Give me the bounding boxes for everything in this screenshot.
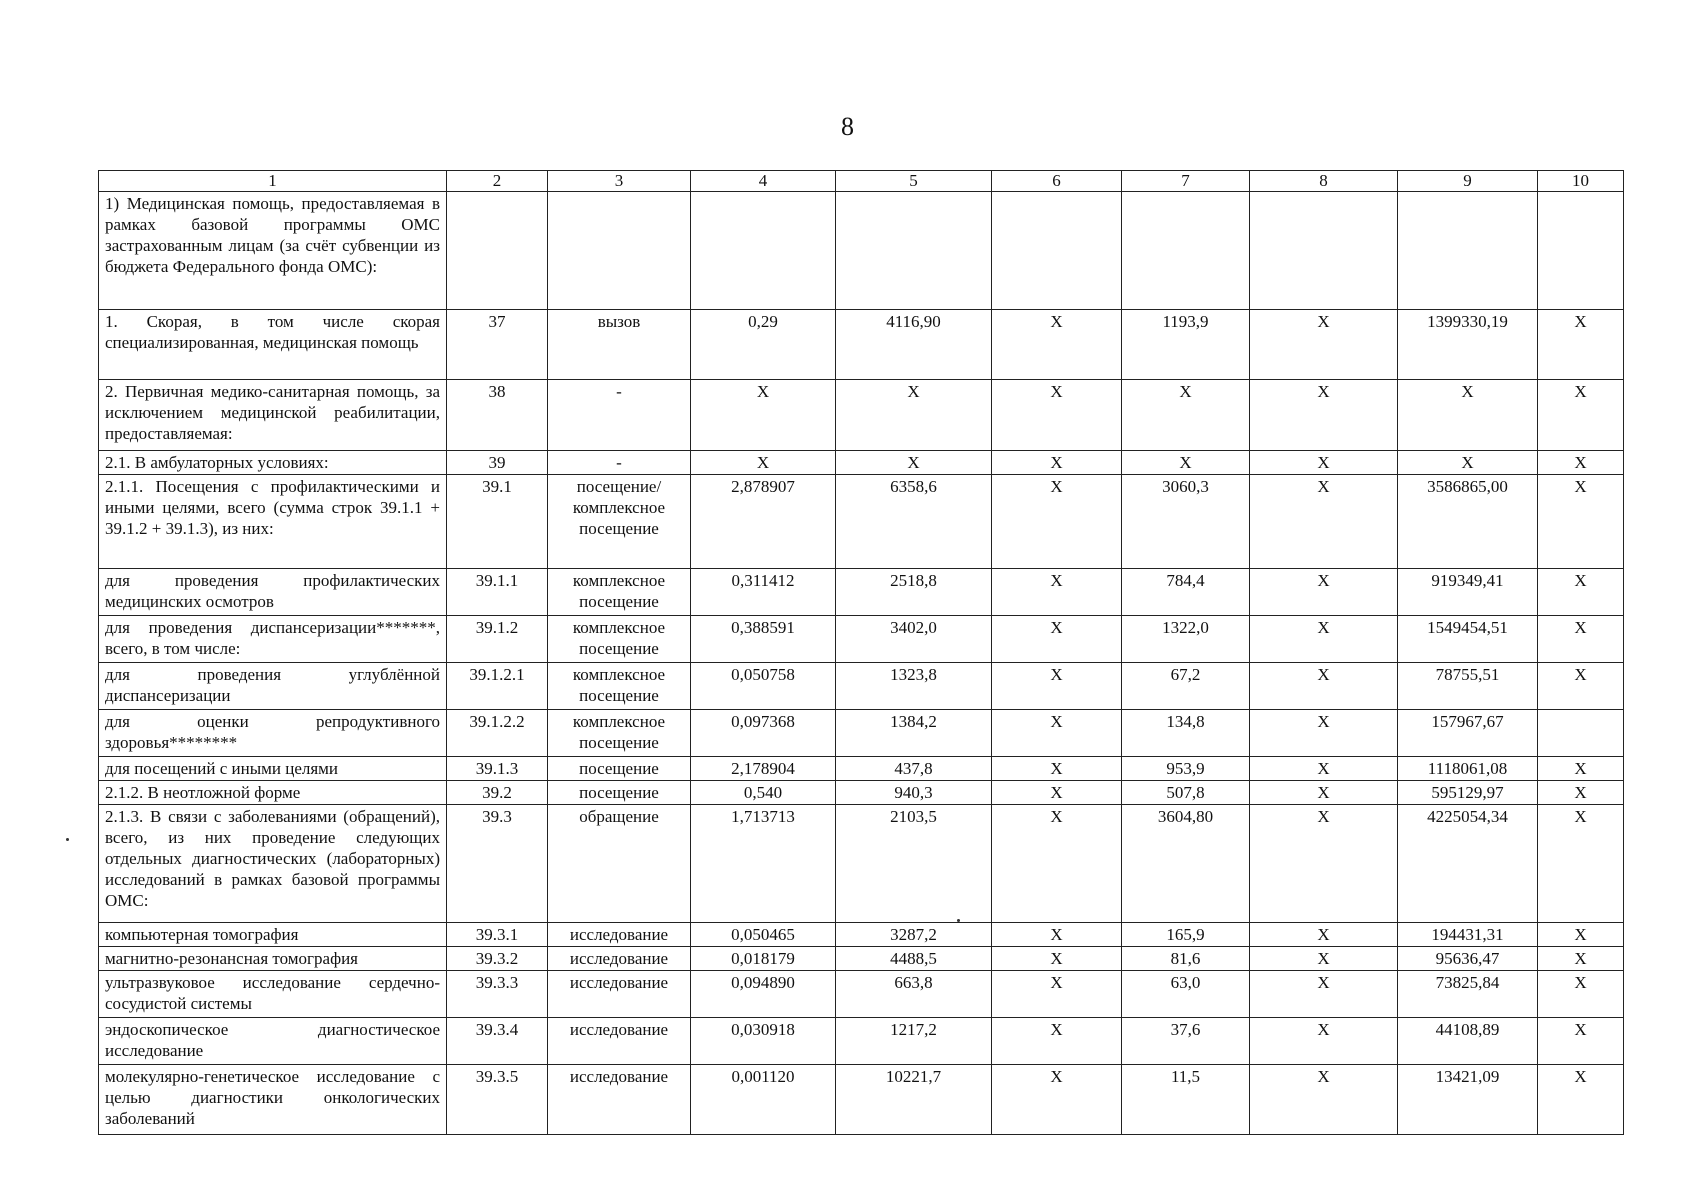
table-cell: 81,6 bbox=[1122, 947, 1250, 971]
table-row bbox=[99, 663, 1624, 710]
table-cell: Х bbox=[992, 971, 1122, 1018]
table-cell: Х bbox=[992, 710, 1122, 757]
table-cell: Х bbox=[992, 1018, 1122, 1065]
table-cell: 0,094890 bbox=[691, 971, 836, 1018]
row-number: 38 bbox=[447, 380, 548, 451]
table-cell: 157967,67 bbox=[1398, 710, 1538, 757]
row-number: 39.3.2 bbox=[447, 947, 548, 971]
row-description: для проведения углублённой диспансеризации bbox=[99, 663, 447, 710]
table-cell: 134,8 bbox=[1122, 710, 1250, 757]
table-cell: 2103,5 bbox=[836, 805, 992, 923]
row-description: 2.1. В амбулаторных условиях: bbox=[99, 451, 447, 475]
table-cell: Х bbox=[1250, 781, 1398, 805]
table-cell: 63,0 bbox=[1122, 971, 1250, 1018]
table-cell: Х bbox=[1250, 451, 1398, 475]
table-cell: 37,6 bbox=[1122, 1018, 1250, 1065]
table-cell: Х bbox=[1250, 710, 1398, 757]
table-cell: 1399330,19 bbox=[1398, 310, 1538, 380]
table-cell: Х bbox=[1538, 1065, 1624, 1135]
table-cell: Х bbox=[992, 757, 1122, 781]
row-unit: - bbox=[548, 380, 691, 451]
table-cell: Х bbox=[1122, 380, 1250, 451]
table-cell: 4116,90 bbox=[836, 310, 992, 380]
table-cell: 595129,97 bbox=[1398, 781, 1538, 805]
table-cell: Х bbox=[1250, 380, 1398, 451]
table-cell: 3586865,00 bbox=[1398, 475, 1538, 569]
row-number: 39.1.1 bbox=[447, 569, 548, 616]
table-cell: Х bbox=[1538, 475, 1624, 569]
table-cell: Х bbox=[691, 451, 836, 475]
table-cell: 0,001120 bbox=[691, 1065, 836, 1135]
table-cell: Х bbox=[992, 310, 1122, 380]
table-row bbox=[99, 947, 1624, 971]
row-description: для проведения профилактических медицинских осмотров bbox=[99, 569, 447, 616]
row-description: компьютерная томография bbox=[99, 923, 447, 947]
table-cell: 1118061,08 bbox=[1398, 757, 1538, 781]
row-description: 2. Первичная медико-санитарная помощь, за исключением медицинской реабилитации, предоставляемая: bbox=[99, 380, 447, 451]
table-cell: 44108,89 bbox=[1398, 1018, 1538, 1065]
row-unit: исследование bbox=[548, 1018, 691, 1065]
table-cell: 6358,6 bbox=[836, 475, 992, 569]
table-cell: 2,178904 bbox=[691, 757, 836, 781]
table-cell: Х bbox=[836, 451, 992, 475]
scan-speck bbox=[66, 838, 69, 841]
table-cell: 3287,2 bbox=[836, 923, 992, 947]
table-cell: 919349,41 bbox=[1398, 569, 1538, 616]
header-cell: 4 bbox=[691, 171, 836, 192]
table-cell: 0,050758 bbox=[691, 663, 836, 710]
table-cell: 0,29 bbox=[691, 310, 836, 380]
table-cell bbox=[836, 192, 992, 310]
table-cell: 0,311412 bbox=[691, 569, 836, 616]
row-description: магнитно-резонансная томография bbox=[99, 947, 447, 971]
table-cell: 3060,3 bbox=[1122, 475, 1250, 569]
row-number: 39 bbox=[447, 451, 548, 475]
row-number: 39.1.3 bbox=[447, 757, 548, 781]
row-unit: - bbox=[548, 451, 691, 475]
table-cell: Х bbox=[992, 380, 1122, 451]
table-cell: 0,050465 bbox=[691, 923, 836, 947]
table-cell: 2,878907 bbox=[691, 475, 836, 569]
table-cell: Х bbox=[1398, 451, 1538, 475]
table-cell: 0,540 bbox=[691, 781, 836, 805]
table-cell: Х bbox=[1250, 923, 1398, 947]
row-unit bbox=[548, 192, 691, 310]
table-cell: Х bbox=[1122, 451, 1250, 475]
table-cell bbox=[1538, 192, 1624, 310]
table-cell: 1549454,51 bbox=[1398, 616, 1538, 663]
table-cell bbox=[691, 192, 836, 310]
table-row bbox=[99, 380, 1624, 451]
row-description: 2.1.1. Посещения с профилактическими и иными целями, всего (сумма строк 39.1.1 + 39.1.2 + 39.1.3), из них: bbox=[99, 475, 447, 569]
table-cell: Х bbox=[1538, 923, 1624, 947]
row-number: 39.3.3 bbox=[447, 971, 548, 1018]
row-description: 1) Медицинская помощь, предоставляемая в рамках базовой программы ОМС застрахованным лицам (за счёт субвенции из бюджета Федерального фонда ОМС): bbox=[99, 192, 447, 310]
table-cell: Х bbox=[1538, 616, 1624, 663]
row-number bbox=[447, 192, 548, 310]
table-cell: 4488,5 bbox=[836, 947, 992, 971]
row-description: для проведения диспансеризации*******, всего, в том числе: bbox=[99, 616, 447, 663]
table-row bbox=[99, 569, 1624, 616]
row-number: 39.1.2 bbox=[447, 616, 548, 663]
table-cell: 953,9 bbox=[1122, 757, 1250, 781]
table-cell: 11,5 bbox=[1122, 1065, 1250, 1135]
header-cell: 6 bbox=[992, 171, 1122, 192]
table-row bbox=[99, 710, 1624, 757]
table-cell: Х bbox=[1250, 757, 1398, 781]
table-cell: Х bbox=[1250, 616, 1398, 663]
row-number: 37 bbox=[447, 310, 548, 380]
table-cell: Х bbox=[1538, 1018, 1624, 1065]
header-cell: 1 bbox=[99, 171, 447, 192]
table-row bbox=[99, 757, 1624, 781]
row-description: эндоскопическое диагностическое исследование bbox=[99, 1018, 447, 1065]
table-cell: 73825,84 bbox=[1398, 971, 1538, 1018]
table-cell: Х bbox=[1538, 451, 1624, 475]
row-description: ультразвуковое исследование сердечно-сосудистой системы bbox=[99, 971, 447, 1018]
row-number: 39.3.1 bbox=[447, 923, 548, 947]
table-cell: Х bbox=[1538, 310, 1624, 380]
row-number: 39.2 bbox=[447, 781, 548, 805]
table-cell: Х bbox=[691, 380, 836, 451]
table-cell: 13421,09 bbox=[1398, 1065, 1538, 1135]
table-cell: 437,8 bbox=[836, 757, 992, 781]
table-cell: 784,4 bbox=[1122, 569, 1250, 616]
table-cell: 0,030918 bbox=[691, 1018, 836, 1065]
scan-speck bbox=[957, 919, 960, 922]
table-cell: Х bbox=[1538, 805, 1624, 923]
table-cell: Х bbox=[1538, 380, 1624, 451]
table-cell: 78755,51 bbox=[1398, 663, 1538, 710]
data-table bbox=[98, 170, 1624, 1135]
table-cell: Х bbox=[1250, 805, 1398, 923]
table-cell: 1193,9 bbox=[1122, 310, 1250, 380]
row-number: 39.1 bbox=[447, 475, 548, 569]
table-cell: 0,388591 bbox=[691, 616, 836, 663]
table-cell bbox=[1538, 710, 1624, 757]
table-row bbox=[99, 1065, 1624, 1135]
table-cell: Х bbox=[1250, 1018, 1398, 1065]
table-cell: 3402,0 bbox=[836, 616, 992, 663]
table-cell: Х bbox=[1538, 757, 1624, 781]
table-row bbox=[99, 971, 1624, 1018]
table-cell: 2518,8 bbox=[836, 569, 992, 616]
table-row bbox=[99, 616, 1624, 663]
table-cell: 4225054,34 bbox=[1398, 805, 1538, 923]
table-cell: Х bbox=[992, 475, 1122, 569]
table-cell: Х bbox=[1250, 663, 1398, 710]
row-unit: комплексное посещение bbox=[548, 710, 691, 757]
table-cell: Х bbox=[1538, 569, 1624, 616]
header-row bbox=[99, 171, 1624, 192]
table-row bbox=[99, 805, 1624, 923]
row-number: 39.3.5 bbox=[447, 1065, 548, 1135]
table-cell: Х bbox=[992, 451, 1122, 475]
row-unit: обращение bbox=[548, 805, 691, 923]
table-cell: 67,2 bbox=[1122, 663, 1250, 710]
row-unit: посещение bbox=[548, 781, 691, 805]
table-row bbox=[99, 1018, 1624, 1065]
row-description: 1. Скорая, в том числе скорая специализированная, медицинская помощь bbox=[99, 310, 447, 380]
table-cell: Х bbox=[1538, 971, 1624, 1018]
table-cell: Х bbox=[1250, 475, 1398, 569]
row-description: молекулярно-генетическое исследование с целью диагностики онкологических заболеваний bbox=[99, 1065, 447, 1135]
table-cell: 663,8 bbox=[836, 971, 992, 1018]
header-cell: 3 bbox=[548, 171, 691, 192]
row-unit: исследование bbox=[548, 1065, 691, 1135]
table-cell: Х bbox=[836, 380, 992, 451]
table-cell: 95636,47 bbox=[1398, 947, 1538, 971]
header-cell: 5 bbox=[836, 171, 992, 192]
table-cell: Х bbox=[992, 1065, 1122, 1135]
table-cell: Х bbox=[1250, 947, 1398, 971]
table-cell: 1217,2 bbox=[836, 1018, 992, 1065]
row-description: 2.1.3. В связи с заболеваниями (обращений), всего, из них проведение следующих отдельных диагностических (лабораторных) исследований в рамках базовой программы ОМС: bbox=[99, 805, 447, 923]
table-cell: 0,097368 bbox=[691, 710, 836, 757]
row-unit: посещение bbox=[548, 757, 691, 781]
row-unit: комплексное посещение bbox=[548, 616, 691, 663]
table-cell bbox=[1250, 192, 1398, 310]
table-cell: 1323,8 bbox=[836, 663, 992, 710]
table-cell: 194431,31 bbox=[1398, 923, 1538, 947]
table-cell: Х bbox=[1538, 663, 1624, 710]
row-unit: комплексное посещение bbox=[548, 663, 691, 710]
table-cell: Х bbox=[1250, 1065, 1398, 1135]
table-cell: 165,9 bbox=[1122, 923, 1250, 947]
header-cell: 8 bbox=[1250, 171, 1398, 192]
table-cell: 1322,0 bbox=[1122, 616, 1250, 663]
header-cell: 7 bbox=[1122, 171, 1250, 192]
table-cell: Х bbox=[1250, 569, 1398, 616]
table-cell bbox=[1398, 192, 1538, 310]
table-row bbox=[99, 475, 1624, 569]
row-unit: исследование bbox=[548, 971, 691, 1018]
table-cell: Х bbox=[1538, 781, 1624, 805]
header-cell: 9 bbox=[1398, 171, 1538, 192]
table-cell: Х bbox=[992, 947, 1122, 971]
row-unit: комплексное посещение bbox=[548, 569, 691, 616]
table-cell bbox=[1122, 192, 1250, 310]
row-unit: исследование bbox=[548, 923, 691, 947]
page-number: 8 bbox=[841, 112, 854, 141]
header-cell: 10 bbox=[1538, 171, 1624, 192]
row-unit: вызов bbox=[548, 310, 691, 380]
table-cell: Х bbox=[992, 569, 1122, 616]
table-cell: 507,8 bbox=[1122, 781, 1250, 805]
table-cell: Х bbox=[992, 663, 1122, 710]
table-cell: Х bbox=[1398, 380, 1538, 451]
row-unit: исследование bbox=[548, 947, 691, 971]
table-cell bbox=[992, 192, 1122, 310]
row-description: для оценки репродуктивного здоровья******** bbox=[99, 710, 447, 757]
table-cell: 940,3 bbox=[836, 781, 992, 805]
table-row bbox=[99, 310, 1624, 380]
table-cell: Х bbox=[1250, 971, 1398, 1018]
row-unit: посещение/ комплексное посещение bbox=[548, 475, 691, 569]
table-row bbox=[99, 451, 1624, 475]
table-cell: Х bbox=[992, 923, 1122, 947]
table-cell: 10221,7 bbox=[836, 1065, 992, 1135]
table-cell: 3604,80 bbox=[1122, 805, 1250, 923]
table-row bbox=[99, 192, 1624, 310]
header-cell: 2 bbox=[447, 171, 548, 192]
row-number: 39.3.4 bbox=[447, 1018, 548, 1065]
row-number: 39.3 bbox=[447, 805, 548, 923]
table-cell: 0,018179 bbox=[691, 947, 836, 971]
row-number: 39.1.2.1 bbox=[447, 663, 548, 710]
table-cell: Х bbox=[992, 781, 1122, 805]
row-description: 2.1.2. В неотложной форме bbox=[99, 781, 447, 805]
table-cell: Х bbox=[1538, 947, 1624, 971]
table-cell: Х bbox=[1250, 310, 1398, 380]
table-row bbox=[99, 923, 1624, 947]
table-row bbox=[99, 781, 1624, 805]
row-number: 39.1.2.2 bbox=[447, 710, 548, 757]
row-description: для посещений с иными целями bbox=[99, 757, 447, 781]
table-cell: Х bbox=[992, 805, 1122, 923]
table-cell: Х bbox=[992, 616, 1122, 663]
table-cell: 1,713713 bbox=[691, 805, 836, 923]
table-cell: 1384,2 bbox=[836, 710, 992, 757]
